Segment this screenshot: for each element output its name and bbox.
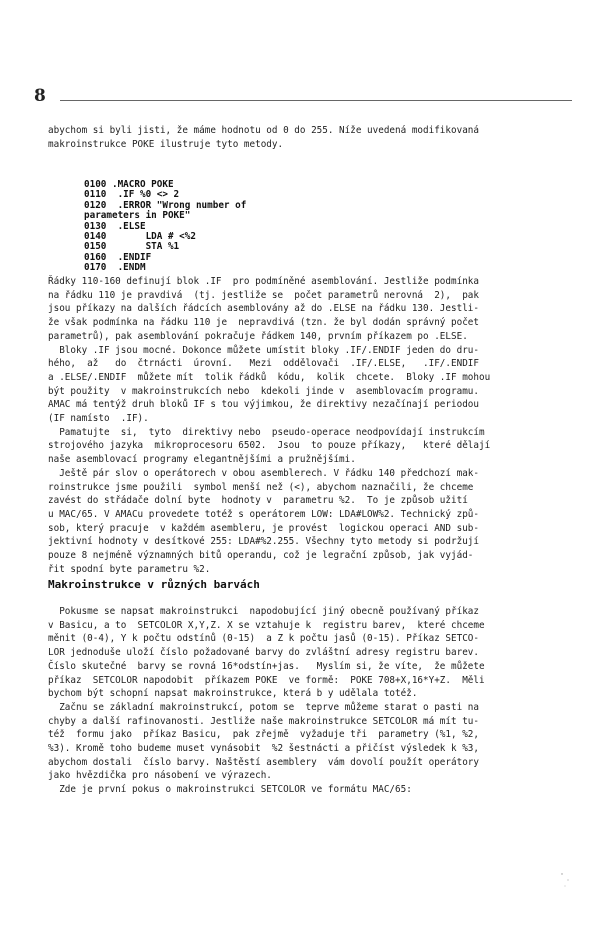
- section-heading: Makroinstrukce v různých barvách: [48, 578, 260, 591]
- page-number: 8: [34, 86, 46, 106]
- body-paragraphs-2: Pokusme se napsat makroinstrukci napodobující jiný obecně používaný příkaz v Basicu, a to SETCOLOR X,Y,Z. X se vztahuje k registru barev, které chceme měnit (0-4), Y k počtu odstínů (0-15) a Z k počtu jasů (0-15). Příkaz SETCO- LOR jednoduše uloží číslo požadované barvy do zvláštní adresy registru barev. Číslo skutečné barvy se rovná 16*odstín+jas. Myslím si, že víte, že můžete příkaz SETCOLOR napodobit příkazem POKE ve formě: POKE 708+X,16*Y+Z. Měli bychom být schopní napsat makroinstrukce, která b y udělala totéž. Začnu se základní makroinstrukcí, potom se teprve můžeme starat o pasti na chyby a další rafinovanosti. Jestliže naše makroinstrukce SETCOLOR má mít tu- též formu jako příkaz Basicu, pak zřejmě vyžaduje tři parametry (%1, %2, %3). Kromě toho budeme muset vynásobit %2 šestnácti a přičíst výsledek k %3, abychom dostali číslo barvy. Naštěstí asemblery vám dovolí použít operátory jako hvězdička pro násobení ve výrazech. Zde je první pokus o makroinstrukci SETCOLOR ve formátu MAC/65:: [48, 606, 485, 796]
- scan-specks: [556, 870, 576, 890]
- body-paragraphs-1: Řádky 110-160 definují blok .IF pro podmíněné asemblování. Jestliže podmínka na řádku 110 je pravdivá (tj. jestliže se počet parametrů nerovná 2), pak jsou příkazy na dalších řádcích asemblovány až do .ELSE na řádku 130. Jestli- že však podmínka na řádku 110 je nepravdivá (tzn. že byl dodán správný počet parametrů), pak asemblování pokračuje řádkem 140, prvním příkazem po .ELSE. Bloky .IF jsou mocné. Dokonce můžete umístit bloky .IF/.ENDIF jeden do dru- hého, až do čtrnácti úrovní. Mezi oddělovači .IF/.ELSE, .IF/.ENDIF a .ELSE/.ENDIF můžete mít tolik řádků kódu, kolik chcete. Bloky .IF mohou být použity v makroinstrukcích nebo kdekoli jinde v asemblovacím programu. AMAC má tentýž druh bloků IF s tou výjimkou, že direktivy nezačínají periodou (IF namísto .IF). Pamatujte si, tyto direktivy nebo pseudo-operace neodpovídají instrukcím strojového jazyka mikroprocesoru 6502. Jsou to pouze příkazy, které dělají naše asemblovací programy elegantnějšími a pružnějšími. Ještě pár slov o operátorech v obou asemblerech. V řádku 140 předchozí mak- roinstrukce jsme použili symbol menší než (<), abychom naznačili, že chceme zavést do střádače dolní byte hodnoty v parametru %2. To je způsob užití u MAC/65. V AMACu provedete totéž s operátorem LOW: LDA#LOW%2. Technický způ- sob, který pracuje v každém asembleru, je provést logickou operaci AND sub- jektivní hodnoty v desítkové 255: LDA#%2.255. Všechny tyto metody si podržují pouze 8 nejméně významných bitů operandu, což je legrační způsob, jak vyjád- řit spodní byte parametru %2.: [48, 276, 491, 575]
- intro-paragraph: abychom si byli jisti, že máme hodnotu od 0 do 255. Níže uvedená modifikovaná makroinstrukce POKE ilustruje tyto metody.: [48, 125, 479, 150]
- header-rule: [60, 100, 572, 101]
- code-listing: 0100 .MACRO POKE 0110 .IF %0 <> 2 0120 .ERROR "Wrong number of parameters in POKE" 0130 .ELSE 0140 LDA # <%2 0150 STA %1 0160 .ENDIF 0170 .ENDM: [84, 179, 247, 274]
